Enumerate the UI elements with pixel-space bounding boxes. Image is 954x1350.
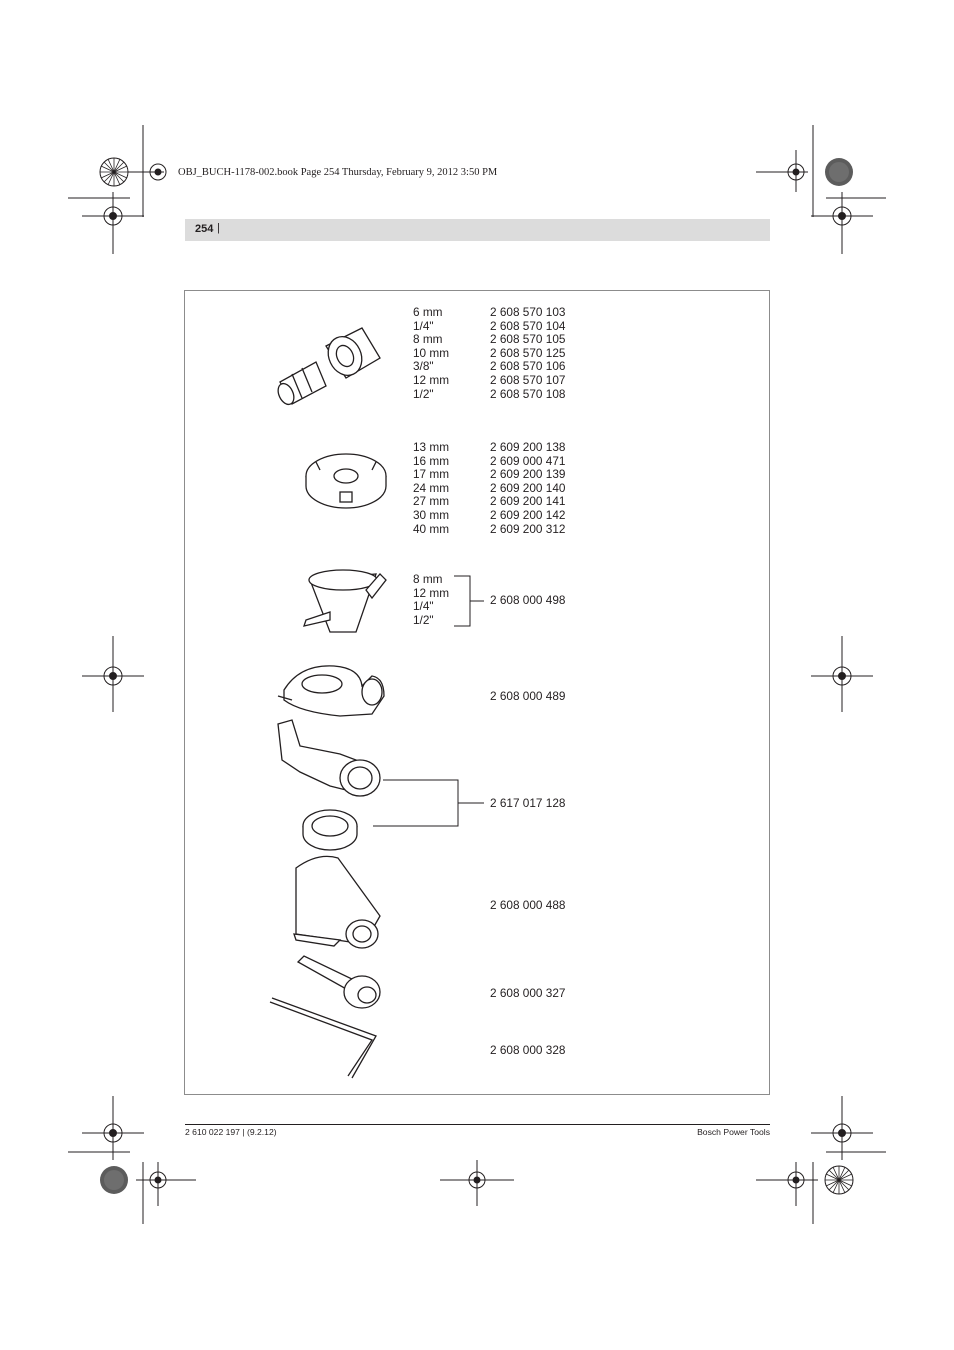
part-number: 2 608 570 108 [490, 386, 566, 401]
size-label: 8 mm [413, 332, 443, 347]
part-number: 2 608 570 106 [490, 359, 566, 374]
size-label: 8 mm [413, 572, 443, 586]
part-number: 2 609 200 141 [490, 494, 566, 509]
part-number: 2 608 570 104 [490, 318, 566, 333]
chip-guard-sizes [413, 573, 449, 627]
part-number: 2 609 200 142 [490, 507, 566, 522]
part-number: 2 609 200 139 [490, 467, 566, 482]
size-label: 1/2" [413, 386, 434, 401]
registration-target-icon [136, 1162, 196, 1206]
footer-document-number: 2 610 022 197 | (9.2.12) [185, 1127, 277, 1137]
registration-target-icon [82, 1096, 144, 1160]
header-bar [185, 219, 770, 241]
registration-target-icon [756, 150, 808, 192]
size-label: 1/4" [413, 318, 434, 333]
extraction-adapter-number: 2 617 017 128 [490, 796, 566, 810]
part-number: 2 608 570 105 [490, 332, 566, 347]
size-label: 17 mm [413, 467, 450, 482]
size-label: 1/4" [413, 599, 434, 614]
starburst-icon [100, 158, 128, 186]
size-label: 24 mm [413, 480, 450, 495]
size-label: 13 mm [413, 440, 450, 454]
size-label: 3/8" [413, 359, 434, 374]
registration-target-icon [756, 1162, 818, 1206]
accessories-frame [184, 290, 770, 1095]
footer-rule [185, 1124, 770, 1125]
footer-brand: Bosch Power Tools [697, 1127, 770, 1137]
part-number: 2 608 570 103 [490, 305, 566, 319]
page-number: 254 [195, 223, 214, 235]
size-label: 12 mm [413, 372, 450, 387]
part-number: 2 609 200 312 [490, 521, 566, 536]
dust-hood-number: 2 608 000 489 [490, 689, 566, 703]
part-number: 2 608 570 125 [490, 345, 566, 360]
starburst-icon [825, 1166, 853, 1194]
gray-disc-icon [100, 1166, 128, 1194]
collet-sizes [413, 306, 449, 401]
registration-target-icon [82, 192, 144, 254]
hex-key-number: 2 608 000 328 [490, 1043, 566, 1057]
registration-target-icon [440, 1160, 514, 1206]
part-number: 2 609 000 471 [490, 453, 566, 468]
size-label: 10 mm [413, 345, 450, 360]
size-label: 40 mm [413, 521, 450, 536]
gray-disc-icon [825, 158, 853, 186]
size-label: 30 mm [413, 507, 450, 522]
registration-target-icon [811, 636, 873, 712]
collet-numbers [490, 306, 565, 401]
registration-target-icon [811, 1096, 873, 1160]
size-label: 1/2" [413, 612, 434, 627]
chip-guard-number: 2 608 000 498 [490, 593, 566, 607]
knob-bolt-number: 2 608 000 327 [490, 986, 566, 1000]
angled-hood-number: 2 608 000 488 [490, 898, 566, 912]
size-label: 27 mm [413, 494, 450, 509]
print-info-line: OBJ_BUCH-1178-002.book Page 254 Thursday, February 9, 2012 3:50 PM [178, 167, 498, 178]
size-label: 6 mm [413, 305, 443, 319]
registration-target-icon [82, 636, 144, 712]
part-number: 2 609 200 140 [490, 480, 566, 495]
header-separator: | [217, 222, 220, 234]
registration-target-icon [122, 150, 166, 192]
size-label: 12 mm [413, 585, 450, 600]
copying-ring-sizes [413, 441, 449, 536]
size-label: 16 mm [413, 453, 450, 468]
part-number: 2 608 570 107 [490, 372, 566, 387]
part-number: 2 609 200 138 [490, 440, 566, 454]
registration-target-icon [811, 192, 873, 254]
copying-ring-numbers [490, 441, 565, 536]
